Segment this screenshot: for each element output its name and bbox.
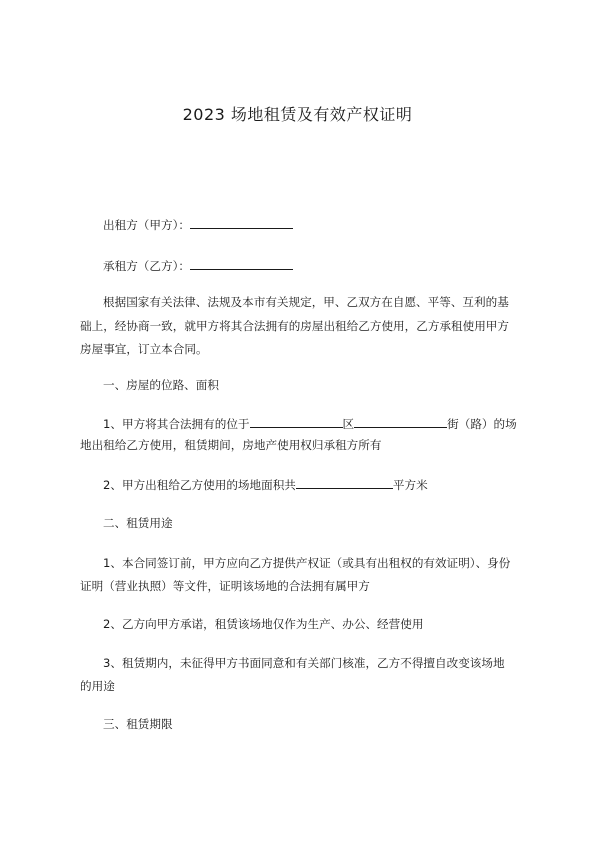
lessee-label: 承租方（乙方）： <box>103 259 190 273</box>
section2-clause2: 2、乙方向甲方承诺，租赁该场地仅作为生产、办公、经营使用 <box>103 617 424 631</box>
section3-heading: 三、租赁期限 <box>103 717 173 731</box>
section2-clause1-line2: 证明（营业执照）等文件，证明该场地的合法拥有属甲方 <box>80 579 370 593</box>
lessee-blank[interactable] <box>190 257 293 270</box>
section2-clause3-line1: 3、租赁期内，未征得甲方书面同意和有关部门核准，乙方不得擅自改变该场地 <box>103 656 505 670</box>
section1-clause1-line1 <box>103 415 595 432</box>
section2-heading: 二、租赁用途 <box>103 516 173 530</box>
lessor-blank[interactable] <box>190 216 293 229</box>
section1-clause2 <box>103 476 595 493</box>
intro-line-2: 础上，经协商一致，就甲方将其合法拥有的房屋出租给乙方使用，乙方承租使用甲方 <box>80 319 509 333</box>
clause2-text-a: 2、甲方出租给乙方使用的场地面积共 <box>103 478 296 492</box>
document-title: 2023 场地租赁及有效产权证明 <box>182 105 413 124</box>
section2-clause1-line1: 1、本合同签订前，甲方应向乙方提供产权证（或具有出租权的有效证明）、身份 <box>103 556 511 570</box>
area-blank[interactable] <box>296 476 393 489</box>
lessor-line <box>103 216 595 233</box>
intro-line-3: 房屋事宜，订立本合同。 <box>80 342 208 356</box>
section1-clause1-line2: 地出租给乙方使用，租赁期间，房地产使用权归承租方所有 <box>80 438 382 452</box>
clause1-text-b: 区 <box>342 417 355 431</box>
lessee-line <box>103 257 595 274</box>
clause1-text-c: 街（路）的场 <box>447 417 517 431</box>
district-blank[interactable] <box>250 415 343 428</box>
clause2-text-b: 平方米 <box>392 478 428 492</box>
intro-line-1: 根据国家有关法律、法规及本市有关规定，甲、乙双方在自愿、平等、互利的基 <box>103 295 509 309</box>
clause1-text-a: 1、甲方将其合法拥有的位于 <box>103 417 250 431</box>
lessor-label: 出租方（甲方）： <box>103 218 190 232</box>
street-blank[interactable] <box>354 415 447 428</box>
section2-clause3-line2: 的用途 <box>80 679 115 693</box>
section1-heading: 一、房屋的位路、面积 <box>103 378 219 392</box>
